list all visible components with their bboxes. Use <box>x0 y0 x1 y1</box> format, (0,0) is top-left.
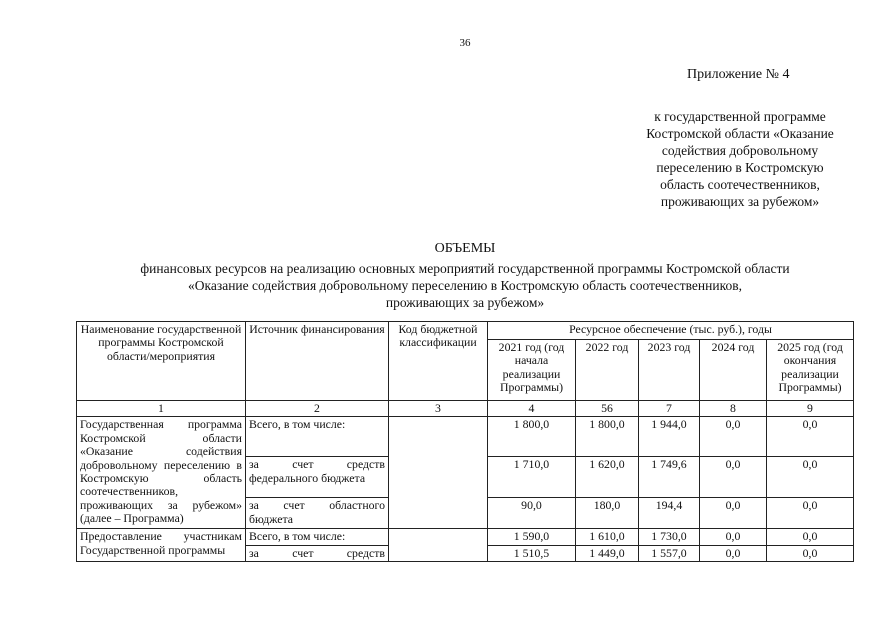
value-2022: 180,0 <box>576 498 639 529</box>
header-row <box>77 322 854 340</box>
value-2022: 1 620,0 <box>576 457 639 498</box>
column-number-row <box>77 401 854 417</box>
value-2024: 0,0 <box>700 545 767 561</box>
value-2021: 1 800,0 <box>488 417 576 457</box>
document-title: ОБЪЕМЫ <box>434 241 496 256</box>
header-name: Наименование государственной программы Костромской области/мероприятия <box>77 322 246 401</box>
column-number: 7 <box>639 401 700 417</box>
value-2025: 0,0 <box>767 457 854 498</box>
subtitle-line: «Оказание содействия добровольному переселению в Костромскую область соотечественников, <box>188 278 742 293</box>
value-2024: 0,0 <box>700 457 767 498</box>
column-number: 56 <box>576 401 639 417</box>
header-year-2023: 2023 год <box>639 339 700 400</box>
value-2025: 0,0 <box>767 417 854 457</box>
header-year-2022: 2022 год <box>576 339 639 400</box>
table-row <box>77 417 854 457</box>
appendix-title: Приложение № 4 <box>687 67 790 82</box>
value-2024: 0,0 <box>700 417 767 457</box>
value-2023: 1 557,0 <box>639 545 700 561</box>
column-number: 4 <box>488 401 576 417</box>
value-2022: 1 610,0 <box>576 529 639 545</box>
value-2022: 1 449,0 <box>576 545 639 561</box>
document-subtitle <box>60 260 870 311</box>
budget-table <box>76 321 854 562</box>
budget-code <box>389 529 488 562</box>
value-2023: 194,4 <box>639 498 700 529</box>
column-number: 8 <box>700 401 767 417</box>
value-2023: 1 944,0 <box>639 417 700 457</box>
header-year-2024: 2024 год <box>700 339 767 400</box>
appendix-ref-line: область соотечественников, <box>660 177 820 192</box>
column-number: 9 <box>767 401 854 417</box>
value-2021: 90,0 <box>488 498 576 529</box>
column-number: 3 <box>389 401 488 417</box>
budget-code <box>389 417 488 529</box>
funding-source: Всего, в том числе: <box>246 529 389 545</box>
funding-source: за счет областного бюджета <box>246 498 389 529</box>
appendix-ref-line: к государственной программе <box>654 109 826 124</box>
value-2021: 1 590,0 <box>488 529 576 545</box>
value-2024: 0,0 <box>700 529 767 545</box>
value-2025: 0,0 <box>767 498 854 529</box>
value-2024: 0,0 <box>700 498 767 529</box>
table-row <box>77 529 854 545</box>
value-2023: 1 749,6 <box>639 457 700 498</box>
column-number: 2 <box>246 401 389 417</box>
subtitle-line: финансовых ресурсов на реализацию основных мероприятий государственной программы Костромской области <box>140 261 790 276</box>
program-name: Государственная программа Костромской области «Оказание содействия добровольному переселению в Костромскую область соотечественников, проживающих за рубежом» (далее – Программа) <box>77 417 246 529</box>
value-2025: 0,0 <box>767 529 854 545</box>
funding-source: за счет средств федерального бюджета <box>246 457 389 498</box>
value-2021: 1 710,0 <box>488 457 576 498</box>
activity-name: Предоставление участникам Государственной программы <box>77 529 246 562</box>
funding-source: Всего, в том числе: <box>246 417 389 457</box>
value-2022: 1 800,0 <box>576 417 639 457</box>
appendix-ref-line: переселению в Костромскую <box>656 160 824 175</box>
header-resources: Ресурсное обеспечение (тыс. руб.), годы <box>488 322 854 340</box>
header-source: Источник финансирования <box>246 322 389 401</box>
column-number: 1 <box>77 401 246 417</box>
page-number: 36 <box>459 37 471 49</box>
appendix-ref-line: Костромской области «Оказание <box>646 126 834 141</box>
value-2021: 1 510,5 <box>488 545 576 561</box>
subtitle-line: проживающих за рубежом» <box>385 295 545 310</box>
value-2023: 1 730,0 <box>639 529 700 545</box>
funding-source: за счет средств <box>246 545 389 561</box>
appendix-ref-line: проживающих за рубежом» <box>660 194 820 209</box>
appendix-reference <box>620 108 860 210</box>
value-2025: 0,0 <box>767 545 854 561</box>
header-year-2025: 2025 год (год окончания реализации Программы) <box>767 339 854 400</box>
appendix-ref-line: содействия добровольному <box>661 143 819 158</box>
header-year-2021: 2021 год (год начала реализации Программы) <box>488 339 576 400</box>
header-code: Код бюджетной классификации <box>389 322 488 401</box>
